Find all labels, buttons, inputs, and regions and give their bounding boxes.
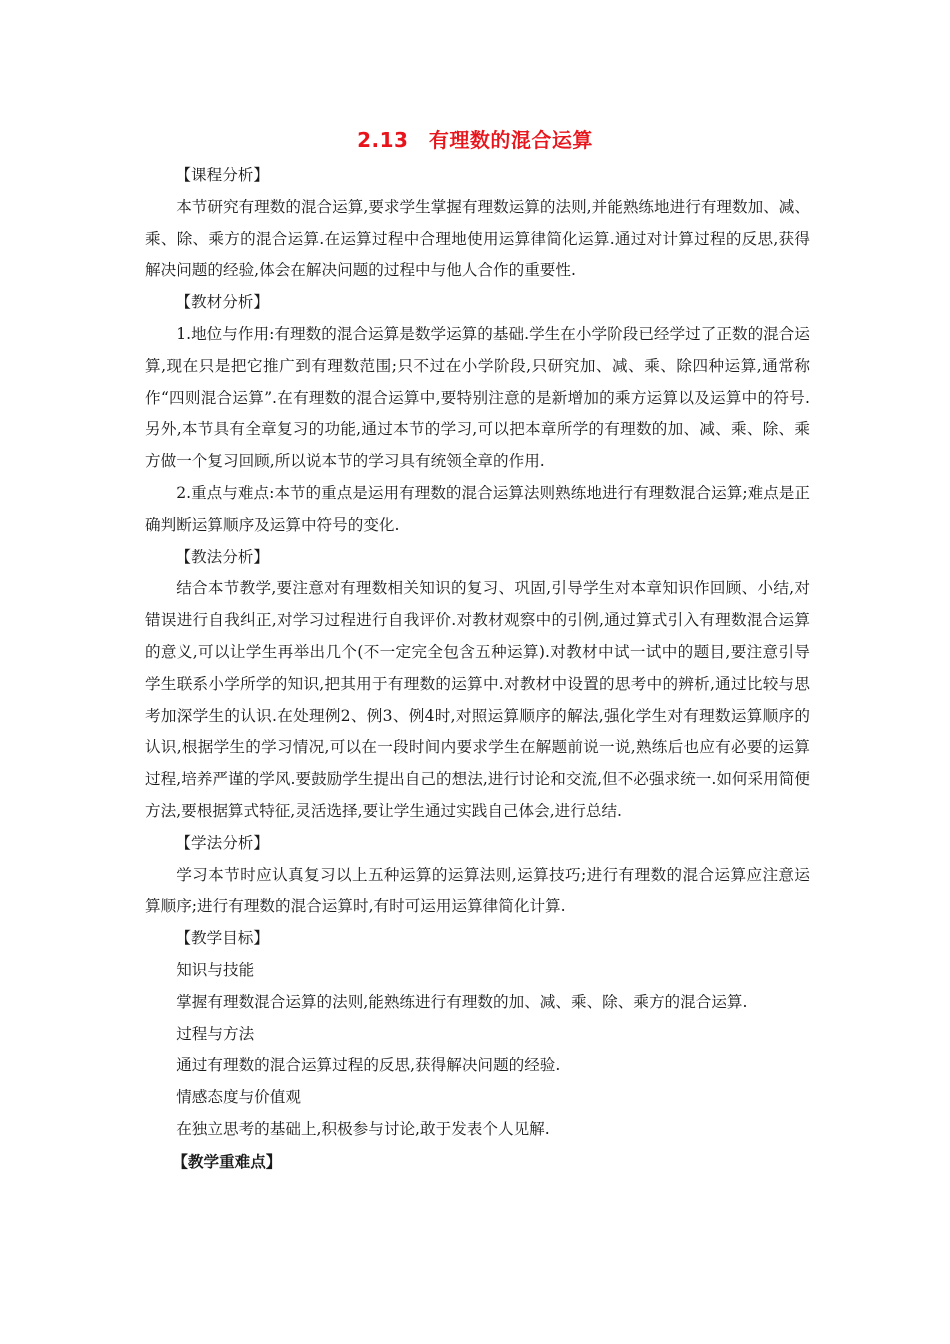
study-method-heading: 【学法分析】 (175, 833, 269, 852)
goal-attitude-label: 情感态度与价值观 (176, 1088, 301, 1107)
textbook-analysis-heading: 【教材分析】 (175, 293, 269, 312)
teaching-method-heading: 【教法分析】 (175, 547, 269, 566)
key-difficult-points-heading: 【教学重难点】 (172, 1151, 282, 1171)
course-analysis-heading: 【课程分析】 (175, 166, 269, 184)
goal-process-label: 过程与方法 (176, 1024, 255, 1043)
course-analysis-text: 本节研究有理数的混合运算,要求学生掌握有理数运算的法则,并能熟练地进行有理数加、减、乘、除、乘方的混合运算.在运算过程中合理地使用运算律简化运算.通过对计算过程的反思,获得解决问题的经验,体会在解决问题的过程中与他人合作的重要性. (145, 197, 810, 280)
teaching-goals-heading: 【教学目标】 (175, 929, 269, 948)
textbook-analysis-paragraph-1: 1.地位与作用:有理数的混合运算是数学运算的基础.学生在小学阶段已经学过了正数的混合运算,现在只是把它推广到有理数范围;只不过在小学阶段,只研究加、减、乘、除四种运算,通常称作“四则混合运算”.在有理数的混合运算中,要特别注意的是新增加的乘方运算以及运算中的符号.另外,本节具有全章复习的功能,通过本节的学习,可以把本章所学的有理数的加、减、乘、除、乘方做一个复习回顾,所以说本节的学习具有统领全章的作用. (145, 324, 810, 471)
page-title: 2.13 有理数的混合运算 (357, 128, 593, 152)
textbook-analysis-paragraph-2: 2.重点与难点:本节的重点是运用有理数的混合运算法则熟练地进行有理数混合运算;难点是正确判断运算顺序及运算中符号的变化. (145, 483, 810, 534)
study-method-text: 学习本节时应认真复习以上五种运算的运算法则,运算技巧;进行有理数的混合运算应注意运算顺序;进行有理数的混合运算时,有时可运用运算律简化计算. (145, 865, 810, 916)
goal-knowledge-text: 掌握有理数混合运算的法则,能熟练进行有理数的加、减、乘、除、乘方的混合运算. (176, 992, 748, 1011)
document-body (145, 160, 810, 1178)
goal-attitude-text: 在独立思考的基础上,积极参与讨论,敢于发表个人见解. (176, 1119, 550, 1138)
goal-knowledge-label: 知识与技能 (176, 960, 255, 979)
teaching-method-text: 结合本节教学,要注意对有理数相关知识的复习、巩固,引导学生对本章知识作回顾、小结,对错误进行自我纠正,对学习过程进行自我评价.对教材观察中的引例,通过算式引入有理数混合运算的意义,可以让学生再举出几个(不一定完全包含五种运算).对教材中试一试中的题目,要注意引导学生联系小学所学的知识,把其用于有理数的运算中.对教材中设置的思考中的辨析,通过比较与思考加深学生的认识.在处理例2、例3、例4时,对照运算顺序的解法,强化学生对有理数运算顺序的认识,根据学生的学习情况,可以在一段时间内要求学生在解题前说一说,熟练后也应有必要的运算过程,培养严谨的学风.要鼓励学生提出自己的想法,进行讨论和交流,但不必强求统一.如何采用简便方法,要根据算式特征,灵活选择,要让学生通过实践自己体会,进行总结. (145, 579, 810, 820)
goal-process-text: 通过有理数的混合运算过程的反思,获得解决问题的经验. (176, 1056, 561, 1075)
